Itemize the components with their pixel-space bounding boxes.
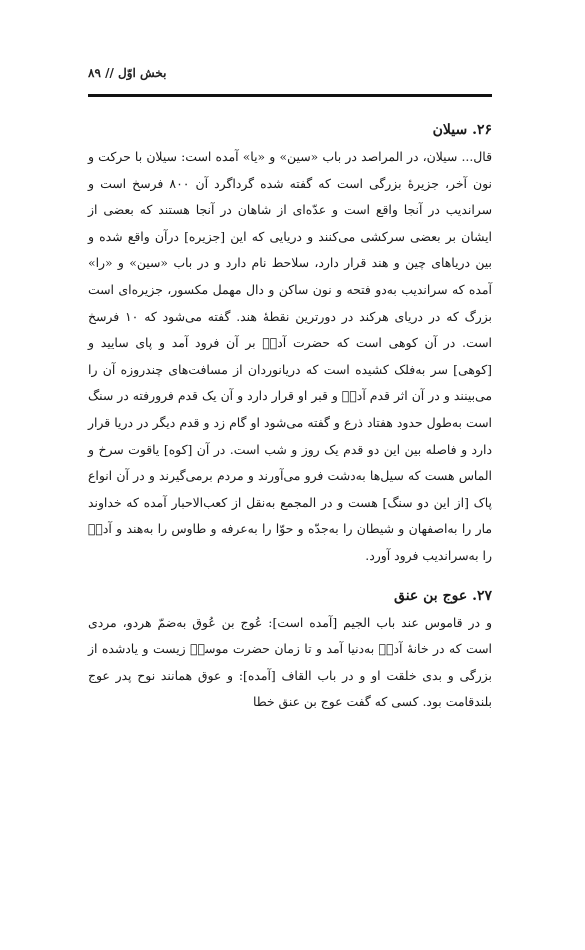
section-ceylon	[88, 118, 492, 570]
section-paragraph: و در قاموس عند باب الجیم [آمده است]: عُوج بن عُوق به‌ضمّ هردو، مردی است که در خانهٔ آدمؑ به‌دنیا آمد و تا زمان حضرت موسیؑ زیست و یادشده از بزرگی و بدی خلقت او و در باب القاف [آمده]: و عوق همانند نوح پدر عوج بلندقامت بود. کسی که گفت عوج بن عنق خطا	[88, 614, 492, 710]
header-rule	[88, 94, 492, 97]
section-title: ۲۶. سیلان	[432, 122, 492, 138]
page-content	[88, 118, 492, 730]
section-uj-bin-anaq	[88, 584, 492, 716]
section-paragraph: قال... سیلان، در المراصد در باب «سین» و «یا» آمده است: سیلان با حرکت و نون آخر، جزیرهٔ بزرگی است که گفته شده گرداگرد آن ۸۰۰ فرسخ است و سراندیب در آنجا واقع است و عدّه‌ای از شاهان در آنجا هستند که بعضی از ایشان بر بعضی سرکشی می‌کنند و دریایی که این [جزیره] درآن واقع شده و بین دریاهای چین و هند قرار دارد، سلاحط نام دارد و در باب «سین» و «را» آمده که سراندیب به‌دو فتحه و نون ساکن و دال مهمل مکسور، جزیره‌ای است بزرگ که در دریای هرکند در دورترین نقطهٔ هند. گفته می‌شود که ۱۰ فرسخ است. در آن کوهی است که حضرت آدمؑ بر آن فرود آمد و پای سایید و [کوهی] سر به‌فلک کشیده است که دریانوردان از مسافت‌های چندروزه آن را می‌بینند و در آن اثر قدم آدمؑ و قبر او قرار دارد و آن یک قدم فرورفته در سنگ است به‌طول حدود هفتاد ذرع و گفته می‌شود او گام زد و قدم دیگر در دریا قرار دارد و فاصله بین این دو قدم یک روز و شب است. در آن [کوه] یاقوت سرخ و الماس هست که سیل‌ها به‌دشت فرو می‌آورند و مردم برمی‌گیرند و در آن انواع پاک [از این دو سنگ] هست و در المجمع به‌نقل از کعب‌الاحبار آمده که خداوند مار را به‌اصفهان و شیطان را به‌جدّه و حوّا را به‌عرفه و طاوس را به‌هند و آدمؑ را به‌سراندیب فرود آورد.	[88, 149, 492, 563]
running-head: بخش اوّل // ۸۹	[88, 66, 167, 80]
section-title: ۲۷. عوج بن عنق	[394, 587, 492, 604]
